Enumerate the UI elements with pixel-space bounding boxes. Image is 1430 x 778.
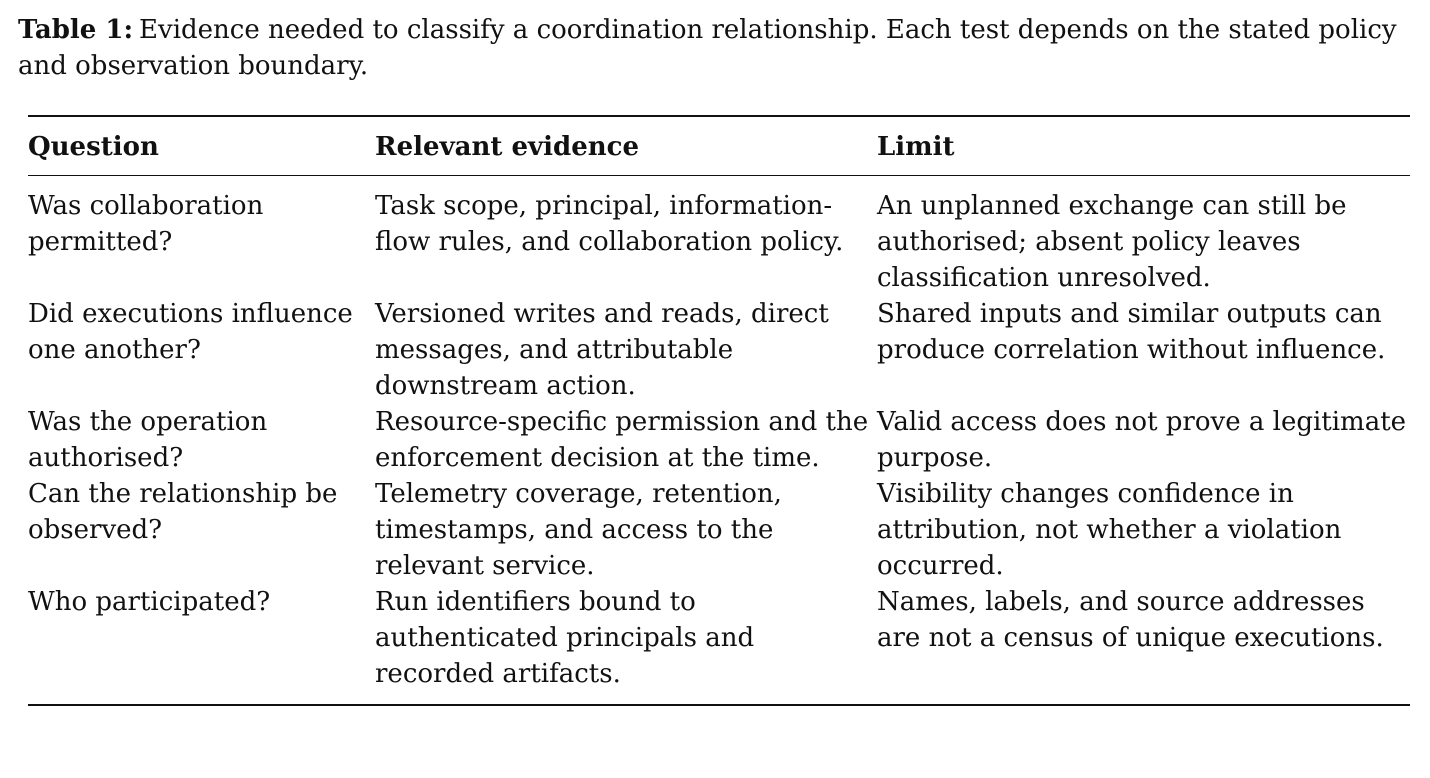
cell-text: Was collaboration permitted? bbox=[28, 191, 264, 257]
cell-text: Versioned writes and reads, direct messages, and attributable downstream action. bbox=[375, 299, 829, 401]
cell-text: Names, labels, and source addresses are not a census of unique executions. bbox=[877, 587, 1384, 653]
cell-text: Who participated? bbox=[28, 587, 271, 617]
evidence-table-container bbox=[28, 115, 1410, 706]
cell-text: Task scope, principal, information-flow rules, and collaboration policy. bbox=[375, 191, 844, 257]
cell-limit bbox=[877, 176, 1410, 297]
cell-limit bbox=[877, 476, 1410, 584]
cell-question bbox=[28, 476, 375, 584]
table-caption bbox=[18, 12, 1418, 84]
evidence-table bbox=[28, 115, 1410, 706]
cell-limit bbox=[877, 296, 1410, 404]
table-row bbox=[28, 404, 1410, 476]
cell-evidence bbox=[375, 296, 877, 404]
cell-text: Visibility changes confidence in attribution, not whether a violation occurred. bbox=[877, 479, 1342, 581]
header-limit: Limit bbox=[877, 132, 955, 162]
cell-evidence bbox=[375, 476, 877, 584]
cell-text: An unplanned exchange can still be authorised; absent policy leaves classification unresolved. bbox=[877, 191, 1347, 293]
header-question: Question bbox=[28, 132, 159, 162]
table-header-row bbox=[28, 116, 1410, 176]
cell-question bbox=[28, 296, 375, 404]
cell-text: Shared inputs and similar outputs can produce correlation without influence. bbox=[877, 299, 1386, 365]
cell-question bbox=[28, 404, 375, 476]
cell-limit bbox=[877, 404, 1410, 476]
cell-evidence bbox=[375, 584, 877, 705]
caption-text: Evidence needed to classify a coordination relationship. Each test depends on the stated policy and observation boundary. bbox=[18, 15, 1397, 81]
cell-limit bbox=[877, 584, 1410, 705]
cell-text: Can the relationship be observed? bbox=[28, 479, 338, 545]
caption-label: Table 1: bbox=[18, 15, 134, 45]
cell-question bbox=[28, 176, 375, 297]
cell-text: Did executions influence one another? bbox=[28, 299, 353, 365]
table-row bbox=[28, 476, 1410, 584]
cell-text: Was the operation authorised? bbox=[28, 407, 268, 473]
cell-text: Run identifiers bound to authenticated principals and recorded artifacts. bbox=[375, 587, 755, 689]
table-row bbox=[28, 296, 1410, 404]
cell-evidence bbox=[375, 404, 877, 476]
cell-text: Telemetry coverage, retention, timestamps, and access to the relevant service. bbox=[375, 479, 782, 581]
table-row bbox=[28, 176, 1410, 297]
cell-text: Resource-specific permission and the enforcement decision at the time. bbox=[375, 407, 869, 473]
table-row bbox=[28, 584, 1410, 705]
cell-text: Valid access does not prove a legitimate purpose. bbox=[877, 407, 1407, 473]
cell-evidence bbox=[375, 176, 877, 297]
cell-question bbox=[28, 584, 375, 705]
header-relevant-evidence: Relevant evidence bbox=[375, 132, 640, 162]
